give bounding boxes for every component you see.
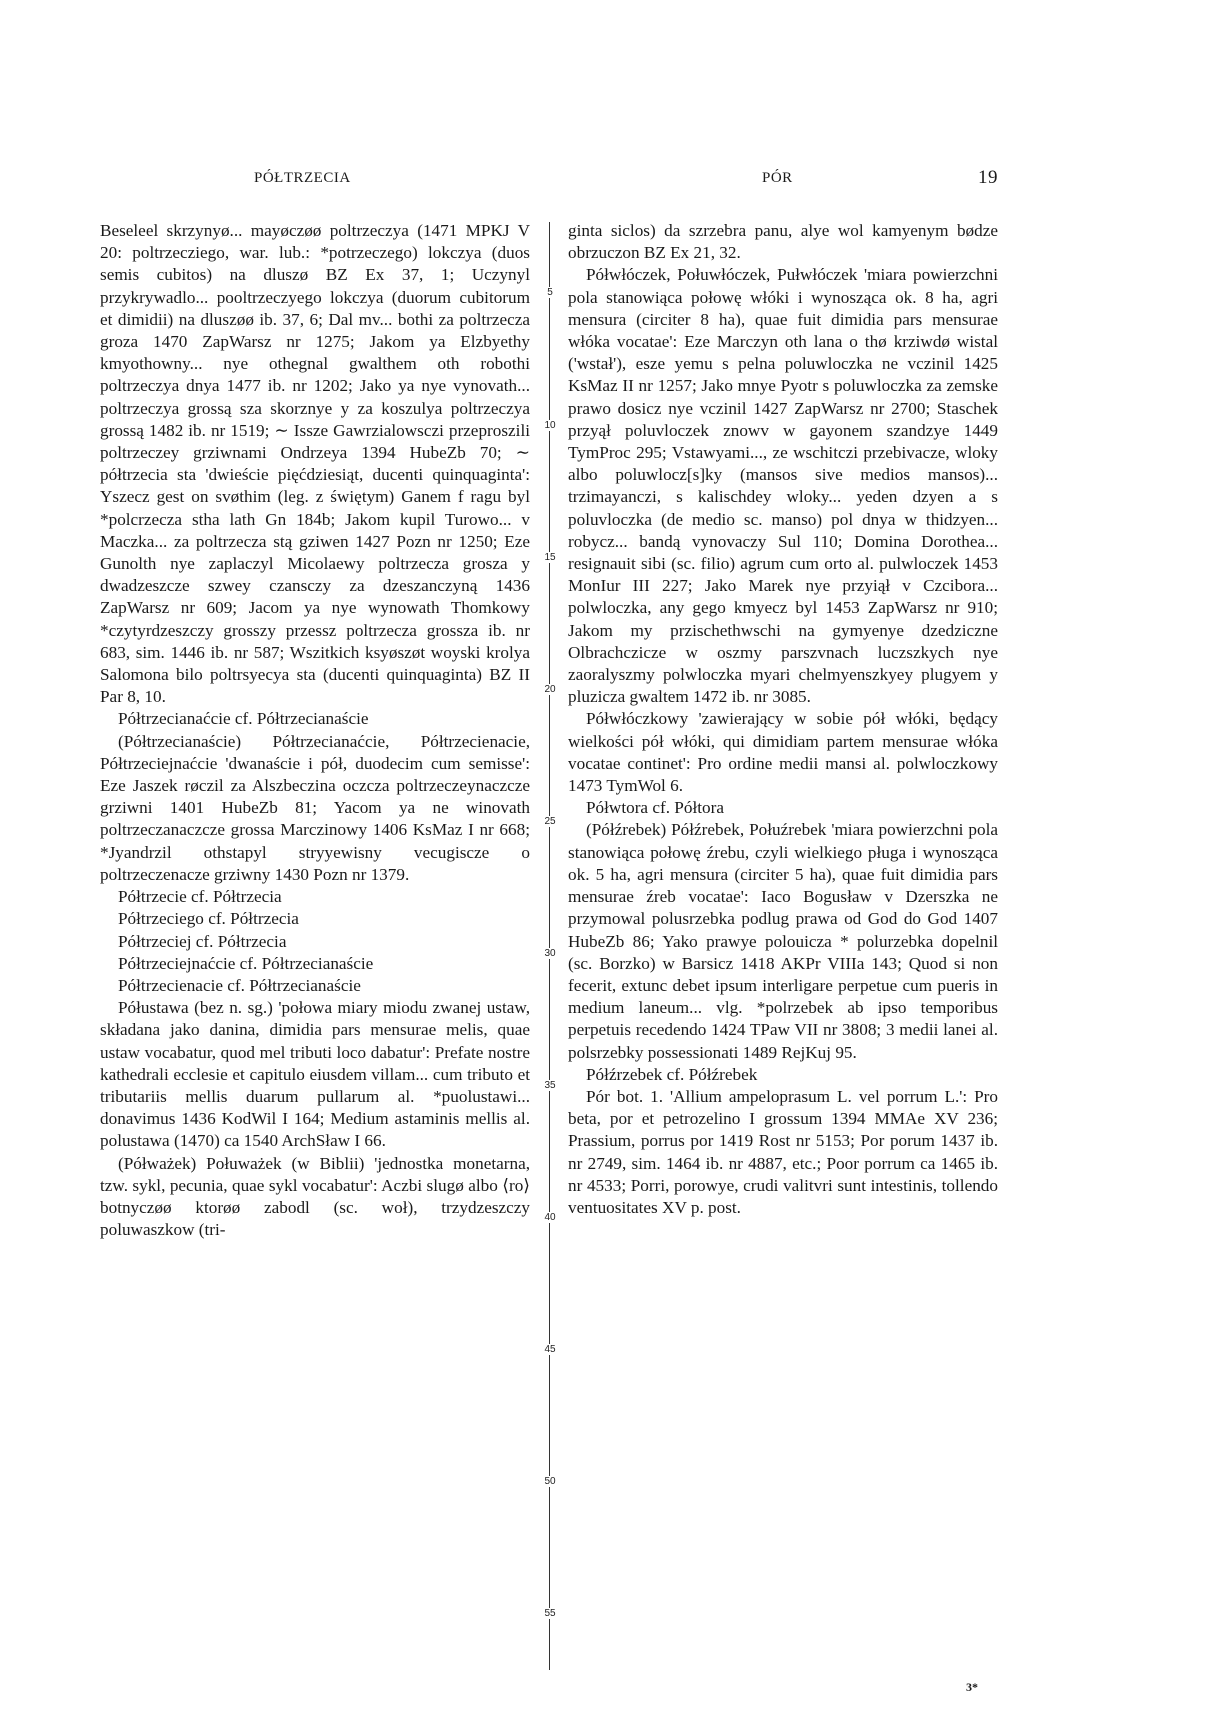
line-number: 25 <box>541 816 559 827</box>
entry-polzrzebek: Półźrzebek cf. Półźrebek <box>586 1064 758 1084</box>
line-number: 35 <box>541 1080 559 1091</box>
running-head-center: PÓR <box>762 170 793 186</box>
page-number: 19 <box>978 167 998 188</box>
entry-polwazek: (Półważek) Połuważek (w Biblii) 'jednostka monetarna, tzw. sykl, pecunia, quae sykl vocabatur': Aczbi slugø albo ⟨ro⟩botnyczøø ktorøø zabodl (sc. woł), trzydzeszczy poluwaszkow (tri- <box>100 1153 530 1240</box>
entry-poltrzecianaccie: Półtrzecianaćcie cf. Półtrzecianaście <box>118 709 369 729</box>
entry-poltrzecia-continued: Beseleel skrzynyø... mayøczøø poltrzeczya (1471 MPKJ V 20: poltrzecziego, war. lub.: *potrzeczego) lokczya (duos semis cubitos) na dluszø BZ Ex 37, 1; Uczynyl przykrywadlo... pooltrzeczyego lokczya (duorum cubitorum et dimidii) na dluszøø ib. 37, 6; Dal mv... bothi za poltrzecza groza 1470 ZapWarsz nr 1275; Jakom ya Elzbyethy kmyothowny... nye othegnal gwalthem oth robothi poltrzeczya dnya 1477 ib. nr 1202; Jako ya nye vynovath... poltrzeczya grossą sza skorznye y za koszulya poltrzeczya grossą 1482 ib. nr 1519; ∼ Issze Gawrzialowsczi przeproszili poltrzeczey grziwnami Ondrzeya 1394 HubeZb 70; ∼ półtrzecia sta 'dwieście pięćdziesiąt, ducenti quinquaginta': Yszecz gest on svøthim (leg. z świętym) Ganem f ragu byl *polcrzecza stha lath Gn 184b; Jakom kupil Turowo... v Maczka... za poltrzecza stą gziwen 1427 Pozn nr 1250; Eze Gunolth nye zaplaczyl Micolaewy poltrzecza grosza y dwadzeszcze szwey czansczy za dzeszanczyną 1436 ZapWarsz nr 609; Jacom ya nye wynowath Thomkowy *czytyrdzeszczy grosszy przessz poltrzecza grossza ib. nr 683, sim. 1446 ib. nr 587; Wszitkich ksyøszøt woyski krolya Salomona bilo poltrsyecya sta (ducenti quinquaginta) BZ II Par 8, 10. <box>100 221 530 707</box>
entry-polwloczek: Półwłóczek, Połuwłóczek, Pułwłóczek 'miara powierzchni pola stanowiąca połowę włóki i wynosząca ok. 8 ha, agri mensura (circiter 8 ha), quae fuit dimidia pars mensurae włóka vocatae': Eze Marczyn oth lana o thø krziwdø wistal ('wstał'), esze yemu s pelna poluwloczka ne vczinil 1425 KsMaz II nr 1257; Jako mnye Pyotr s poluwloczka za zemske prawo dosicz nye vczinil 1427 ZapWarsz nr 2700; Staschek przyął poluvloczek znowv w gayonem szandzye 1449 TymProc 295; Vstawyami..., ze wschitczi przebivacze, wloky albo poluwlocz[s]ky (mansos sive medios mansos)... trzimayanczi, s kalischdey wloky... yeden dzyen a s poluvloczka (de medio sc. manso) pol dnya w thidzyen... robycz... bandą vynovaczy Sul 110; Domina Dorothea... resignauit sibi (sc. filio) agrum cum orto al. pulwloczek 1453 MonIur III 227; Jako Marek nye przyiął v Czcibora... polwloczka, any gego kmyecz byl 1453 ZapWarsz nr 910; Jakom my przischethwschi na gymyenye dzedziczne Olbrachczicze w oszmy parszvnach luczszkych nye zaoralyszmy polwloczka myari chelmyenszkyey plugyem y pluzicza gwaltem 1472 ib. nr 3085. <box>568 265 998 707</box>
right-column <box>568 220 998 1219</box>
entry-poltrzecie: Półtrzecie cf. Półtrzecia <box>118 887 282 907</box>
column-divider <box>549 222 550 1670</box>
line-number: 50 <box>541 1476 559 1487</box>
left-column <box>100 220 530 1241</box>
entry-poltrzecienacie: Półtrzecienacie cf. Półtrzecianaście <box>118 975 361 995</box>
line-number: 15 <box>541 552 559 563</box>
entry-poltrzeciej: Półtrzeciej cf. Półtrzecia <box>118 931 287 951</box>
entry-poltrzecianascie: (Półtrzecianaście) Półtrzecianaćcie, Półtrzecienacie, Półtrzeciejnaćcie 'dwanaście i pół, duodecim cum semisse': Eze Jaszek røczil za Alszbeczina oczcza poltrzeczeynaczcze grziwni 1401 HubeZb 81; Yacom ya ne winovath poltrzeczanaczcze grossa Marczinowy 1406 KsMaz I nr 668; *Jyandrzil othstapyl stryyewisny vecugiscze o poltrzeczenacze grziwny 1430 Pozn nr 1379. <box>100 731 530 884</box>
entry-por: Pór bot. 1. 'Allium ampeloprasum L. vel porrum L.': Pro beta, por et petrozelino I grossum 1394 MMAe XV 236; Prassium, porrus por 1419 Rost nr 5153; Por porum 1437 ib. nr 2749, sim. 1464 ib. nr 4887, etc.; Poor porrum ca 1465 ib. nr 4533; Porri, porowye, crudi valitvri sunt intestinis, tollendo ventuositates XV p. post. <box>568 1086 998 1217</box>
entry-polwazek-continued: ginta siclos) da szrzebra panu, alye wol kamyenym bødze obrzuczon BZ Ex 21, 32. <box>568 221 998 263</box>
line-number: 5 <box>541 287 559 298</box>
entry-polzrebek: (Półźrebek) Półźrebek, Połuźrebek 'miara powierzchni pola stanowiąca połowę źrebu, czyli wielkiego pługa i wynosząca ok. 5 ha, agri mensura (circiter 5 ha), quae fuit dimidia pars mensurae źreb vocatae': Iaco Bogusław v Dzerszka ne przymowal polusrzebka podlug prawa od God do God 1407 HubeZb 86; Yako prawye polouicza * polurzebka dopelnil (sc. Borzko) w Barsicz 1418 AKPr VIIIa 143; Quod si non fecerit, extunc debet ipsum interligare perpetue cum pueris in medium laneum... vlg. *polrzebek ab ipso temporibus perpetuis recedendo 1424 TPaw VII nr 3808; 3 medii lanei al. polsrzebky possessionati 1489 RejKuj 95. <box>568 820 998 1062</box>
line-number: 30 <box>541 948 559 959</box>
line-number: 40 <box>541 1212 559 1223</box>
entry-poltrzeciejnaccie: Półtrzeciejnaćcie cf. Półtrzecianaście <box>118 953 374 973</box>
entry-polustawa: Półustawa (bez n. sg.) 'połowa miary miodu zwanej ustaw, składana jako danina, dimidia pars mensurae melis, quae ustaw vocabatur, quod mel tributi loco dabatur': Prefate nostre kathedrali ecclesie et capitulo eiusdem villam... cum tributo et tributariis mellis duarum pullarum al. *puolustawi... donavimus 1436 KodWil I 164; Medium astaminis mellis al. polustawa (1470) ca 1540 ArchSław I 66. <box>100 998 530 1151</box>
line-number: 10 <box>541 420 559 431</box>
line-number: 55 <box>541 1608 559 1619</box>
line-number: 20 <box>541 684 559 695</box>
entry-polwloczkowy: Półwłóczkowy 'zawierający w sobie pół włóki, będący wielkości pół włóki, qui dimidiam partem mensurae włóka vocatae continet': Pro ordine medii mansi al. polwloczkowy 1473 TymWol 6. <box>568 709 998 796</box>
printer-signature: 3* <box>966 1680 978 1694</box>
running-head-left: PÓŁTRZECIA <box>254 170 351 186</box>
entry-polwtora: Półwtora cf. Półtora <box>586 798 724 818</box>
entry-poltrzeciego: Półtrzeciego cf. Półtrzecia <box>118 909 299 929</box>
line-number: 45 <box>541 1344 559 1355</box>
